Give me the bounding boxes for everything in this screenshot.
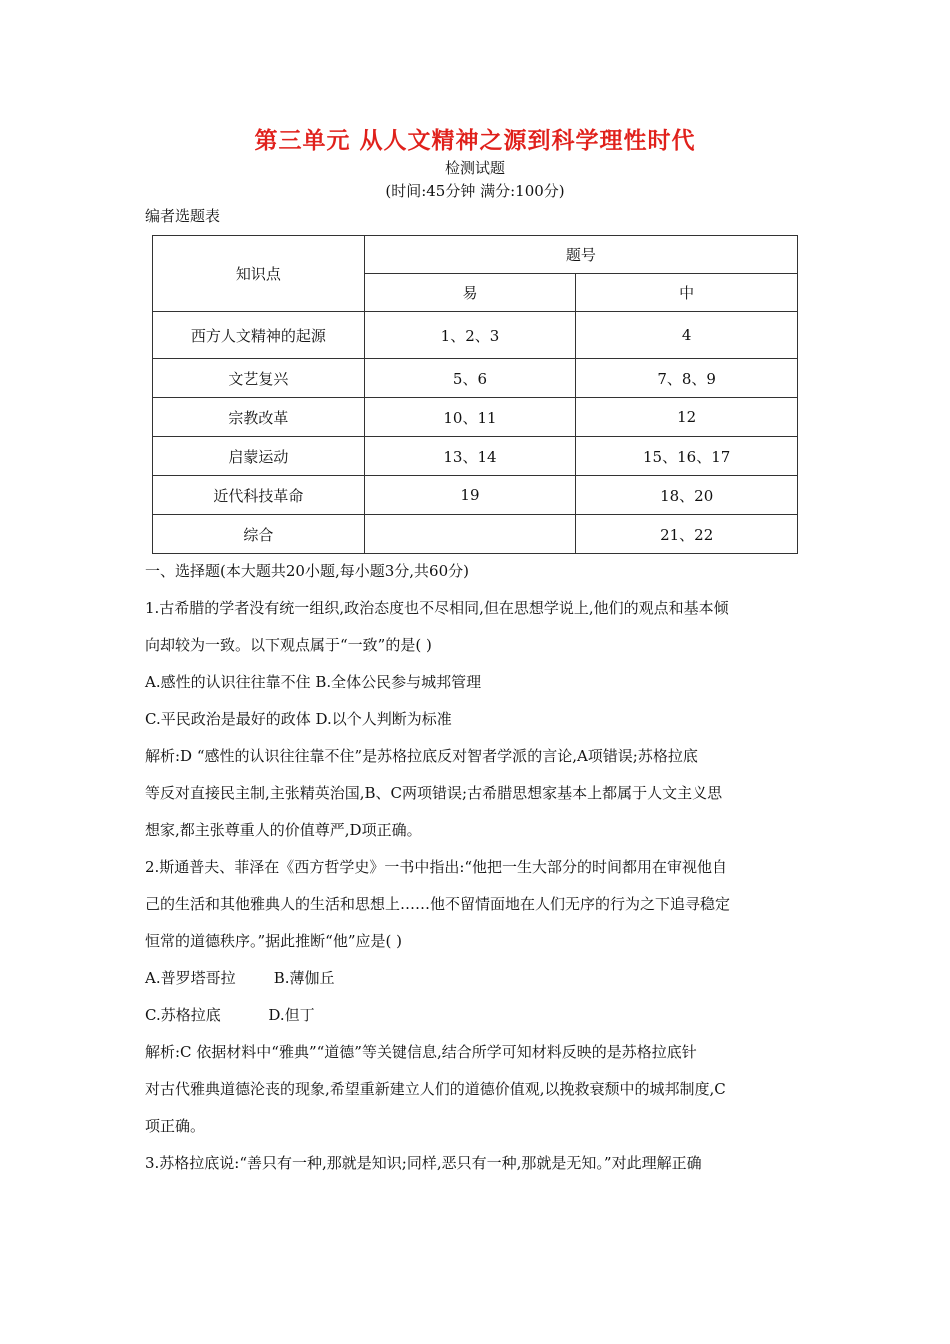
question-1-options: A.感性的认识往往靠不住 B.全体公民参与城邦管理 [145,673,482,691]
question-2-analysis-line: 对古代雅典道德沦丧的现象,希望重新建立人们的道德价值观,以挽救衰颓中的城邦制度,C [145,1080,726,1098]
easy-cell [364,515,576,554]
table-row [153,312,798,359]
question-1-options: C.平民政治是最好的政体 D.以个人判断为标准 [145,710,452,728]
question-2-stem-line: 恒常的道德秩序。”据此推断“他”应是( ) [145,932,402,950]
question-1-stem-line: 向却较为一致。以下观点属于“一致”的是( ) [145,636,432,654]
table-header-row [153,236,798,274]
topic-cell: 近代科技革命 [153,476,365,515]
easy-cell: 5、6 [364,359,576,398]
topic-cell: 启蒙运动 [153,437,365,476]
question-content [145,553,810,1182]
topic-cell: 文艺复兴 [153,359,365,398]
easy-cell: 1、2、3 [364,312,576,359]
table-row [153,476,798,515]
medium-cell: 4 [576,312,798,359]
header-number: 题号 [364,236,797,274]
topic-cell: 综合 [153,515,365,554]
medium-cell: 12 [576,398,798,437]
question-1-analysis-line: 想家,都主张尊重人的价值尊严,D项正确。 [145,821,422,839]
question-3-stem-line: 3.苏格拉底说:“善只有一种,那就是知识;同样,恶只有一种,那就是无知。”对此理解正确 [145,1154,702,1172]
question-2-analysis-line: 项正确。 [145,1117,206,1135]
medium-cell: 15、16、17 [576,437,798,476]
page-title: 第三单元 从人文精神之源到科学理性时代 [254,128,696,154]
table-row [153,398,798,437]
question-2-options: A.普罗塔哥拉 B.薄伽丘 [145,969,335,987]
table-row [153,515,798,554]
question-2-stem-line: 2.斯通普夫、菲泽在《西方哲学史》一书中指出:“他把一生大部分的时间都用在审视他自 [145,858,728,876]
medium-cell: 18、20 [576,476,798,515]
medium-cell: 7、8、9 [576,359,798,398]
medium-cell: 21、22 [576,515,798,554]
easy-cell: 13、14 [364,437,576,476]
easy-cell: 10、11 [364,398,576,437]
question-2-stem-line: 己的生活和其他雅典人的生活和思想上……他不留情面地在人们无序的行为之下追寻稳定 [145,895,731,913]
header-knowledge: 知识点 [153,236,365,312]
table-caption: 编者选题表 [145,207,221,225]
topic-cell: 西方人文精神的起源 [153,312,365,359]
table-row [153,437,798,476]
question-2-analysis-line: 解析:C 依据材料中“雅典”“道德”等关键信息,结合所学可知材料反映的是苏格拉底针 [145,1043,697,1061]
easy-cell: 19 [364,476,576,515]
topic-table [152,235,798,554]
question-2-options: C.苏格拉底 D.但丁 [145,1006,315,1024]
section-heading: 一、选择题(本大题共20小题,每小题3分,共60分) [145,562,469,580]
question-1-analysis-line: 解析:D “感性的认识往往靠不住”是苏格拉底反对智者学派的言论,A项错误;苏格拉底 [145,747,698,765]
header-medium: 中 [576,274,798,312]
topic-cell: 宗教改革 [153,398,365,437]
time-info: (时间:45分钟 满分:100分) [385,182,565,200]
question-1-stem-line: 1.古希腊的学者没有统一组织,政治态度也不尽相同,但在思想学说上,他们的观点和基本倾 [145,599,729,617]
question-1-analysis-line: 等反对直接民主制,主张精英治国,B、C两项错误;古希腊思想家基本上都属于人文主义思 [145,784,723,802]
page-subtitle: 检测试题 [444,159,505,177]
table-row [153,359,798,398]
header-easy: 易 [364,274,576,312]
